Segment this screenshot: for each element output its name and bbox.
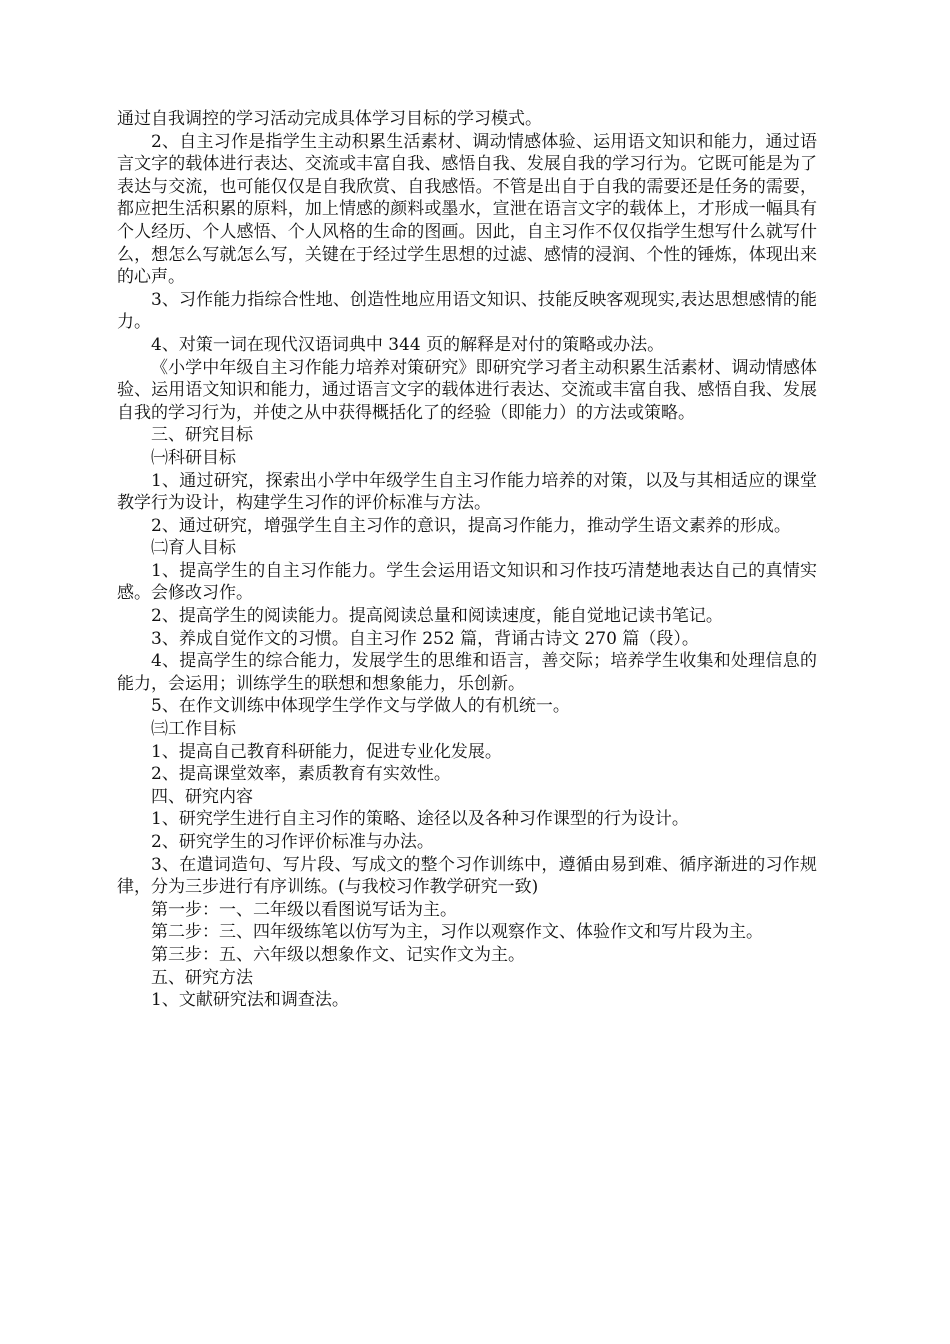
paragraph: 1、提高学生的自主习作能力。学生会运用语文知识和习作技巧清楚地表达自己的真情实感。会修改习作。: [117, 560, 817, 604]
paragraph: 第一步：一、二年级以看图说写话为主。: [151, 899, 457, 920]
paragraph: 第三步：五、六年级以想象作文、记实作文为主。: [151, 944, 525, 965]
paragraph: 3、在遣词造句、写片段、写成文的整个习作训练中，遵循由易到难、循序渐进的习作规律，分为三步进行有序训练。(与我校习作教学研究一致): [117, 854, 817, 898]
paragraph: 3、习作能力指综合性地、创造性地应用语文知识、技能反映客观现实,表达思想感情的能力。: [117, 289, 817, 333]
paragraph: 2、自主习作是指学生主动积累生活素材、调动情感体验、运用语文知识和能力，通过语言文字的载体进行表达、交流或丰富自我、感悟自我、发展自我的学习行为。它既可能是为了表达与交流，也可能仅仅是自我欣赏、自我感悟。不管是出自于自我的需要还是任务的需要，都应把生活积累的原料，加上情感的颜料或墨水，宣泄在语言文字的载体上，才形成一幅具有个人经历、个人感悟、个人风格的生命的图画。因此，自主习作不仅仅指学生想写什么就写什么，想怎么写就怎么写，关键在于经过学生思想的过滤、感情的浸润、个性的锤炼，体现出来的心声。: [117, 131, 817, 288]
paragraph: 1、提高自己教育科研能力，促进专业化发展。: [151, 741, 502, 762]
paragraph: 3、养成自觉作文的习惯。自主习作 252 篇，背诵古诗文 270 篇（段）。: [151, 628, 699, 649]
paragraph: 5、在作文训练中体现学生学作文与学做人的有机统一。: [151, 696, 570, 717]
paragraph: 通过自我调控的学习活动完成具体学习目标的学习模式。: [117, 109, 542, 129]
paragraph: 1、通过研究，探索出小学中年级学生自主习作能力培养的对策，以及与其相适应的课堂教学行为设计，构建学生习作的评价标准与方法。: [117, 470, 817, 514]
paragraph: 《小学中年级自主习作能力培养对策研究》即研究学习者主动积累生活素材、调动情感体验、运用语文知识和能力，通过语言文字的载体进行表达、交流或丰富自我、感悟自我、发展自我的学习行为，并使之从中获得概括化了的经验（即能力）的方法或策略。: [117, 357, 817, 423]
paragraph: ㈠科研目标: [151, 447, 236, 468]
paragraph: 1、研究学生进行自主习作的策略、途径以及各种习作课型的行为设计。: [151, 809, 689, 830]
paragraph: ㈡育人目标: [151, 538, 236, 559]
paragraph: 2、研究学生的习作评价标准与办法。: [151, 832, 434, 852]
paragraph: ㈢工作目标: [151, 719, 236, 740]
paragraph: 第二步：三、四年级练笔以仿写为主，习作以观察作文、体验作文和写片段为主。: [151, 922, 763, 943]
document-page: [117, 108, 817, 1012]
paragraph: 2、通过研究，增强学生自主习作的意识，提高习作能力，推动学生语文素养的形成。: [151, 515, 791, 536]
paragraph: 四、研究内容: [151, 786, 253, 807]
paragraph: 4、提高学生的综合能力，发展学生的思维和语言，善交际；培养学生收集和处理信息的能力，会运用；训练学生的联想和想象能力，乐创新。: [117, 651, 817, 694]
paragraph: 4、对策一词在现代汉语词典中 344 页的解释是对付的策略或办法。: [151, 334, 665, 355]
paragraph: 2、提高课堂效率，素质教育有实效性。: [151, 764, 451, 785]
paragraph: 五、研究方法: [151, 967, 253, 988]
paragraph: 1、文献研究法和调查法。: [151, 990, 349, 1011]
paragraph: 2、提高学生的阅读能力。提高阅读总量和阅读速度，能自觉地记读书笔记。: [151, 606, 723, 627]
paragraph: 三、研究目标: [151, 425, 253, 446]
